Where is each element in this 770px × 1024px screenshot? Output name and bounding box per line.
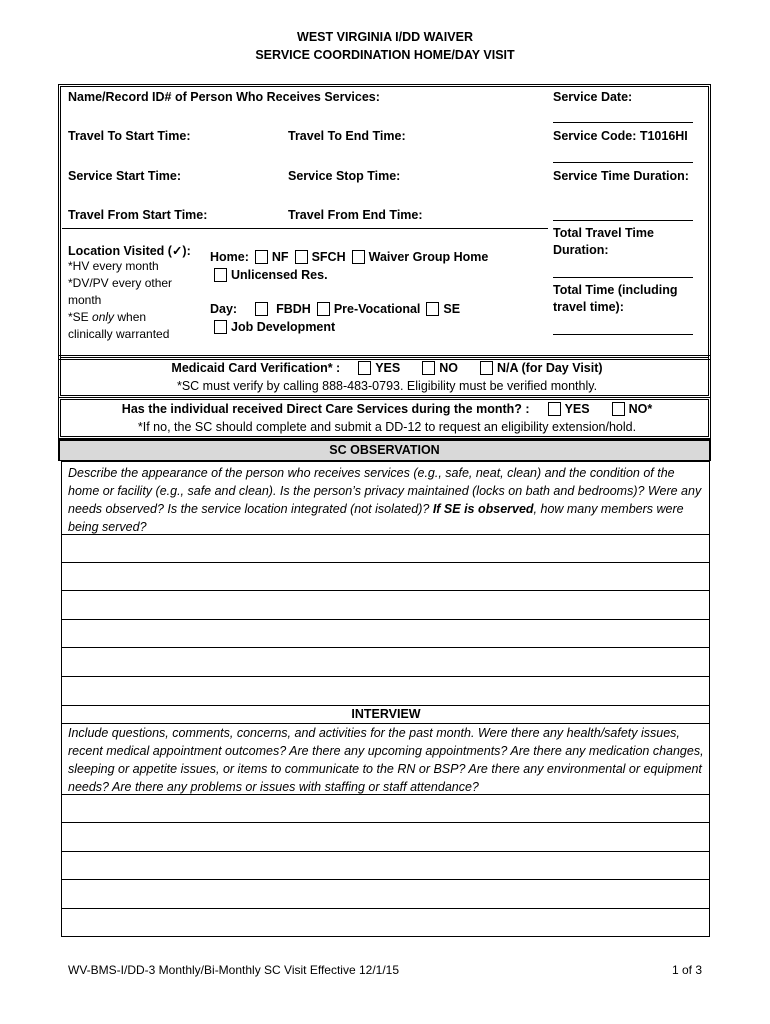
total-time-line[interactable] [553,334,693,335]
location-visited-label: Location Visited (✓): [68,244,191,258]
direct-care-no-checkbox[interactable] [612,402,625,416]
observation-line[interactable] [62,590,710,591]
interview-line[interactable] [62,908,710,909]
service-duration-line[interactable] [553,220,693,221]
footer-form-id: WV-BMS-I/DD-3 Monthly/Bi-Monthly SC Visit Effective 12/1/15 [68,963,400,977]
total-time-label-2: travel time): [553,300,624,314]
service-date-line[interactable] [553,122,693,123]
medicaid-label: Medicaid Card Verification* : [171,361,341,375]
direct-care-row: Has the individual received Direct Care Services during the month? : YES NO* [121,402,653,416]
waiver-group-home-checkbox[interactable] [352,250,365,264]
interview-line[interactable] [62,879,710,880]
location-note-hv: *HV every month [68,259,159,273]
name-record-label: Name/Record ID# of Person Who Receives Services: [68,90,380,104]
service-code-line[interactable] [553,162,693,163]
location-note-dvpv: *DV/PV every other [68,276,173,290]
day-options: Day: FBDH Pre-Vocational SE [210,302,461,316]
observation-title: SC OBSERVATION [329,443,440,457]
form-title: WEST VIRGINIA I/DD WAIVER [297,30,473,44]
home-options: Home: NF SFCH Waiver Group Home [210,250,489,264]
interview-title: INTERVIEW [351,707,421,721]
medicaid-na-checkbox[interactable] [480,361,493,375]
sfch-checkbox[interactable] [295,250,308,264]
observation-line[interactable] [62,562,710,563]
direct-care-note: *If no, the SC should complete and submit a DD-12 to request an eligibility extension/hold. [137,420,637,434]
total-travel-line[interactable] [553,277,693,278]
interview-instructions: Include questions, comments, concerns, and activities for the past month. Were there any health/safety issues, recent medical appointment outcomes? Are there any upcoming appointments? Are there any medication changes, sleeping or appetite issues, or items to communicate to the RN or BSP? Are there any environmental or equipment needs? Are there any problems or issues with staffing or staff attendance? [68,726,704,794]
interview-line[interactable] [62,822,710,823]
service-code-label: Service Code: T1016HI [553,129,688,143]
medicaid-note: *SC must verify by calling 888-483-0793. Eligibility must be verified monthly. [176,379,598,393]
top-section-box [58,84,711,360]
service-start-label: Service Start Time: [68,169,182,183]
interview-line[interactable] [62,851,710,852]
observation-header [58,439,711,461]
observation-line[interactable] [62,534,710,535]
unlicensed-res-checkbox[interactable] [214,268,227,282]
service-stop-label: Service Stop Time: [288,169,401,183]
fbdh-checkbox[interactable] [255,302,268,316]
se-checkbox[interactable] [426,302,439,316]
total-travel-label-1: Total Travel Time [553,226,654,240]
location-note-month: month [68,293,102,307]
travel-to-end-label: Travel To End Time: [288,129,406,143]
observation-line[interactable] [62,619,710,620]
medicaid-no-checkbox[interactable] [422,361,435,375]
footer-page-number: 1 of 3 [672,963,703,977]
travel-to-start-label: Travel To Start Time: [68,129,191,143]
travel-from-start-label: Travel From Start Time: [68,208,208,222]
observation-line[interactable] [62,676,710,677]
observation-line[interactable] [62,647,710,648]
service-duration-label: Service Time Duration: [553,169,689,183]
interview-line[interactable] [62,794,710,795]
unlicensed-option: Unlicensed Res. [210,268,328,282]
job-development-option: Job Development [210,320,335,334]
form-subtitle: SERVICE COORDINATION HOME/DAY VISIT [255,48,515,62]
direct-care-label: Has the individual received Direct Care Services during the month? : [121,402,530,416]
location-note-se: *SE only when [68,310,147,324]
direct-care-yes-checkbox[interactable] [548,402,561,416]
total-travel-label-2: Duration: [553,243,609,257]
pre-vocational-checkbox[interactable] [317,302,330,316]
home-label: Home: [210,250,249,264]
location-note-clinical: clinically warranted [68,327,170,341]
nf-checkbox[interactable] [255,250,268,264]
day-label: Day: [210,302,238,316]
travel-from-end-label: Travel From End Time: [288,208,423,222]
observation-instructions: Describe the appearance of the person who receives services (e.g., safe, neat, clean) and the condition of the home or facility (e.g., safe and clean). Is the person’s privacy maintained (locks on bath and bedrooms)? Were any needs observed? Is the service location integrated (not isolated)? If SE is observed, how many members were being served? [68,466,702,534]
medicaid-row: Medicaid Card Verification* : YES NO N/A (for Day Visit) [171,361,603,375]
job-development-checkbox[interactable] [214,320,227,334]
service-date-label: Service Date: [553,90,633,104]
location-divider [62,228,548,229]
medicaid-yes-checkbox[interactable] [358,361,371,375]
total-time-label-1: Total Time (including [553,283,678,297]
